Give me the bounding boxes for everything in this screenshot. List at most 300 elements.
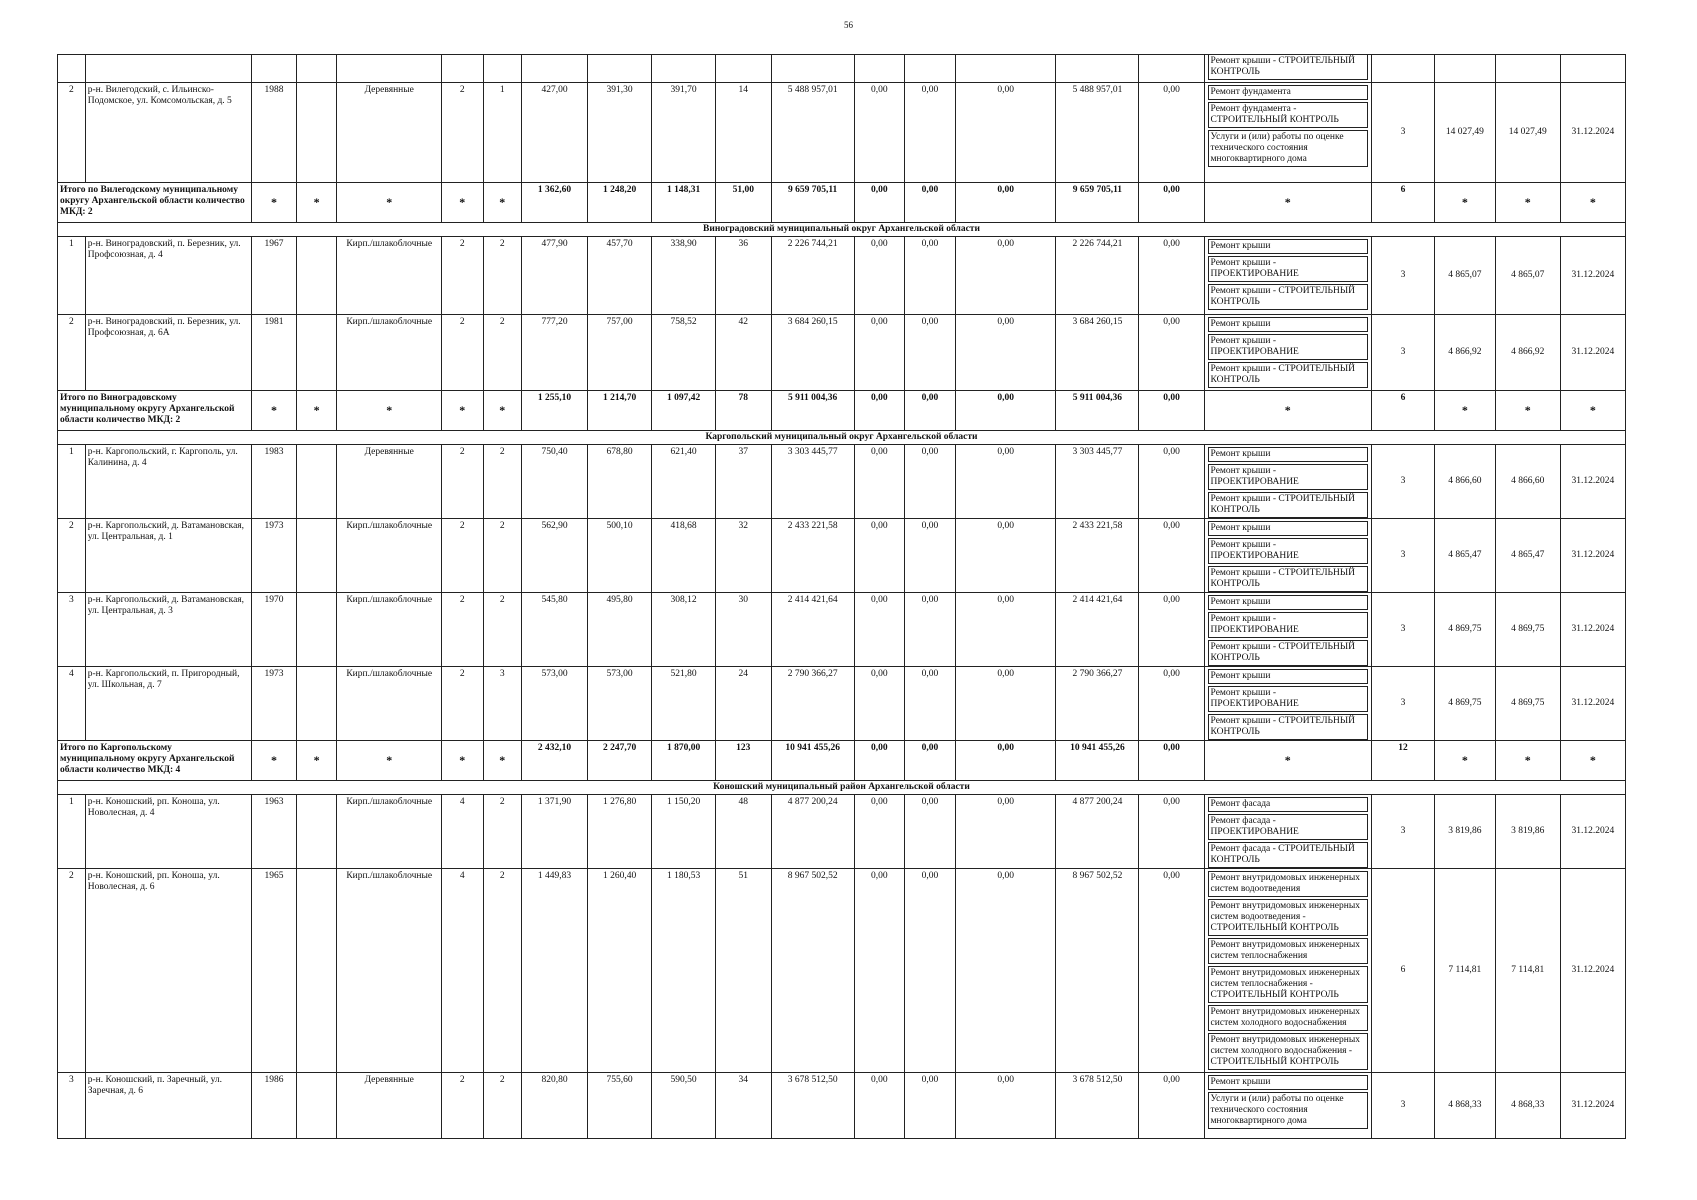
total-fund-owners: 9 659 705,11 bbox=[1056, 183, 1139, 223]
residents-value: 51 bbox=[716, 869, 771, 1073]
total-area-living: 1 248,20 bbox=[588, 183, 652, 223]
empty-mark: * bbox=[1560, 741, 1625, 781]
work-item: Ремонт крыши bbox=[1208, 447, 1368, 462]
area-living-value: 457,70 bbox=[588, 237, 652, 315]
row-number: 1 bbox=[58, 237, 86, 315]
entrances-count: 2 bbox=[483, 519, 521, 593]
work-count: 3 bbox=[1372, 593, 1435, 667]
deadline: 31.12.2024 bbox=[1560, 445, 1625, 519]
build-year: 1983 bbox=[252, 445, 297, 519]
fund-owners-value: 3 303 445,77 bbox=[1056, 445, 1139, 519]
cost-total-value: 5 488 957,01 bbox=[771, 83, 854, 183]
work-item: Ремонт крыши bbox=[1208, 669, 1368, 684]
total-cost-total: 10 941 455,26 bbox=[771, 741, 854, 781]
row-number: 2 bbox=[58, 83, 86, 183]
empty-cell bbox=[296, 869, 337, 1073]
empty-mark: * bbox=[252, 183, 297, 223]
work-item: Ремонт внутридомовых инженерных систем водоотведения - СТРОИТЕЛЬНЫЙ КОНТРОЛЬ bbox=[1208, 899, 1368, 936]
fund-owners-value: 8 967 502,52 bbox=[1056, 869, 1139, 1073]
row-number: 2 bbox=[58, 315, 86, 391]
empty-cell bbox=[296, 1073, 337, 1139]
cost-total-value: 2 226 744,21 bbox=[771, 237, 854, 315]
fund1-value: 0,00 bbox=[854, 83, 904, 183]
deadline: 31.12.2024 bbox=[1560, 237, 1625, 315]
empty-cell bbox=[1139, 55, 1204, 83]
work-item: Ремонт крыши - СТРОИТЕЛЬНЫЙ КОНТРОЛЬ bbox=[1208, 566, 1368, 592]
house-row bbox=[58, 1073, 1626, 1139]
work-item: Услуги и (или) работы по оценке технического состояния многоквартирного дома bbox=[1208, 130, 1368, 167]
house-address: р-н. Вилегодский, с. Ильинско-Подомское, ул. Комсомольская, д. 5 bbox=[85, 83, 251, 183]
row-number: 3 bbox=[58, 1073, 86, 1139]
house-row bbox=[58, 83, 1626, 183]
deadline: 31.12.2024 bbox=[1560, 795, 1625, 869]
empty-cell bbox=[588, 55, 652, 83]
empty-cell bbox=[296, 795, 337, 869]
house-address: р-н. Виноградовский, п. Березник, ул. Профсоюзная, д. 6А bbox=[85, 315, 251, 391]
cost-total-value: 3 678 512,50 bbox=[771, 1073, 854, 1139]
work-count: 3 bbox=[1372, 667, 1435, 741]
empty-mark: * bbox=[1204, 391, 1371, 431]
works-cell bbox=[1204, 83, 1371, 183]
work-count: 3 bbox=[1372, 1073, 1435, 1139]
max-unit-cost: 4 865,47 bbox=[1495, 519, 1560, 593]
fund1-value: 0,00 bbox=[854, 519, 904, 593]
fund3-value: 0,00 bbox=[956, 83, 1056, 183]
house-row bbox=[58, 315, 1626, 391]
deadline: 31.12.2024 bbox=[1560, 869, 1625, 1073]
wall-material: Кирп./шлакоблочные bbox=[337, 593, 442, 667]
area-res-value: 1 150,20 bbox=[652, 795, 716, 869]
fund2-value: 0,00 bbox=[904, 795, 955, 869]
total-area-living: 2 247,70 bbox=[588, 741, 652, 781]
empty-mark: * bbox=[1204, 183, 1371, 223]
works-cell bbox=[1204, 237, 1371, 315]
total-area-total: 1 362,60 bbox=[521, 183, 587, 223]
works-cell bbox=[1204, 869, 1371, 1073]
empty-cell bbox=[1056, 55, 1139, 83]
build-year: 1967 bbox=[252, 237, 297, 315]
empty-cell bbox=[1560, 55, 1625, 83]
fund1-value: 0,00 bbox=[854, 1073, 904, 1139]
work-item: Ремонт крыши - ПРОЕКТИРОВАНИЕ bbox=[1208, 334, 1368, 360]
fund-other-value: 0,00 bbox=[1139, 667, 1204, 741]
total-row bbox=[58, 183, 1626, 223]
empty-cell bbox=[296, 667, 337, 741]
build-year: 1963 bbox=[252, 795, 297, 869]
area-res-value: 590,50 bbox=[652, 1073, 716, 1139]
area-living-value: 1 276,80 bbox=[588, 795, 652, 869]
total-fund-owners: 5 911 004,36 bbox=[1056, 391, 1139, 431]
work-item: Ремонт фасада - СТРОИТЕЛЬНЫЙ КОНТРОЛЬ bbox=[1208, 842, 1368, 868]
house-row bbox=[58, 795, 1626, 869]
work-count: 3 bbox=[1372, 315, 1435, 391]
fund-other-value: 0,00 bbox=[1139, 445, 1204, 519]
work-item: Ремонт внутридомовых инженерных систем водоотведения bbox=[1208, 871, 1368, 897]
residents-value: 48 bbox=[716, 795, 771, 869]
works-cell bbox=[1204, 593, 1371, 667]
fund-other-value: 0,00 bbox=[1139, 593, 1204, 667]
empty-cell bbox=[1434, 55, 1495, 83]
area-living-value: 573,00 bbox=[588, 667, 652, 741]
area-res-value: 1 180,53 bbox=[652, 869, 716, 1073]
area-total-value: 545,80 bbox=[521, 593, 587, 667]
works-cell bbox=[1204, 519, 1371, 593]
works-cell bbox=[1204, 315, 1371, 391]
work-item: Ремонт фасада bbox=[1208, 797, 1368, 812]
work-item: Ремонт крыши - СТРОИТЕЛЬНЫЙ КОНТРОЛЬ bbox=[1208, 362, 1368, 388]
residents-value: 37 bbox=[716, 445, 771, 519]
work-item: Ремонт крыши - СТРОИТЕЛЬНЫЙ КОНТРОЛЬ bbox=[1208, 284, 1368, 310]
total-fund3: 0,00 bbox=[956, 741, 1056, 781]
work-item: Ремонт внутридомовых инженерных систем теплоснабжения bbox=[1208, 938, 1368, 964]
max-unit-cost: 4 866,92 bbox=[1495, 315, 1560, 391]
total-fund3: 0,00 bbox=[956, 391, 1056, 431]
wall-material: Деревянные bbox=[337, 83, 442, 183]
empty-mark: * bbox=[296, 741, 337, 781]
work-item: Ремонт крыши bbox=[1208, 595, 1368, 610]
total-work-count: 6 bbox=[1372, 391, 1435, 431]
total-fund-other: 0,00 bbox=[1139, 741, 1204, 781]
empty-mark: * bbox=[1495, 741, 1560, 781]
wall-material: Кирп./шлакоблочные bbox=[337, 519, 442, 593]
empty-cell bbox=[296, 237, 337, 315]
empty-cell bbox=[296, 519, 337, 593]
empty-mark: * bbox=[1204, 741, 1371, 781]
wall-material: Деревянные bbox=[337, 445, 442, 519]
fund-owners-value: 2 790 366,27 bbox=[1056, 667, 1139, 741]
max-unit-cost: 7 114,81 bbox=[1495, 869, 1560, 1073]
area-res-value: 418,68 bbox=[652, 519, 716, 593]
deadline: 31.12.2024 bbox=[1560, 83, 1625, 183]
total-area-living: 1 214,70 bbox=[588, 391, 652, 431]
fund2-value: 0,00 bbox=[904, 593, 955, 667]
empty-mark: * bbox=[441, 741, 483, 781]
fund-owners-value: 2 414 421,64 bbox=[1056, 593, 1139, 667]
page-number: 56 bbox=[844, 20, 853, 30]
total-fund2: 0,00 bbox=[904, 183, 955, 223]
total-fund2: 0,00 bbox=[904, 741, 955, 781]
area-total-value: 1 449,83 bbox=[521, 869, 587, 1073]
area-living-value: 500,10 bbox=[588, 519, 652, 593]
floors-count: 2 bbox=[441, 445, 483, 519]
area-total-value: 1 371,90 bbox=[521, 795, 587, 869]
build-year: 1973 bbox=[252, 667, 297, 741]
residents-value: 36 bbox=[716, 237, 771, 315]
area-total-value: 820,80 bbox=[521, 1073, 587, 1139]
section-header-row bbox=[58, 223, 1626, 237]
work-count: 3 bbox=[1372, 445, 1435, 519]
total-fund-other: 0,00 bbox=[1139, 183, 1204, 223]
area-res-value: 621,40 bbox=[652, 445, 716, 519]
area-living-value: 1 260,40 bbox=[588, 869, 652, 1073]
fund2-value: 0,00 bbox=[904, 869, 955, 1073]
floors-count: 4 bbox=[441, 795, 483, 869]
area-living-value: 678,80 bbox=[588, 445, 652, 519]
fund-other-value: 0,00 bbox=[1139, 795, 1204, 869]
area-total-value: 477,90 bbox=[521, 237, 587, 315]
wall-material: Кирп./шлакоблочные bbox=[337, 869, 442, 1073]
empty-cell bbox=[771, 55, 854, 83]
build-year: 1965 bbox=[252, 869, 297, 1073]
fund2-value: 0,00 bbox=[904, 237, 955, 315]
house-row bbox=[58, 237, 1626, 315]
entrances-count: 3 bbox=[483, 667, 521, 741]
row-number: 1 bbox=[58, 445, 86, 519]
house-address: р-н. Каргопольский, д. Ватамановская, ул. Центральная, д. 1 bbox=[85, 519, 251, 593]
work-item: Ремонт крыши - ПРОЕКТИРОВАНИЕ bbox=[1208, 538, 1368, 564]
floors-count: 4 bbox=[441, 869, 483, 1073]
total-fund3: 0,00 bbox=[956, 183, 1056, 223]
fund-other-value: 0,00 bbox=[1139, 869, 1204, 1073]
fund-owners-value: 5 488 957,01 bbox=[1056, 83, 1139, 183]
fund3-value: 0,00 bbox=[956, 869, 1056, 1073]
empty-mark: * bbox=[441, 183, 483, 223]
max-unit-cost: 4 869,75 bbox=[1495, 667, 1560, 741]
empty-mark: * bbox=[252, 741, 297, 781]
max-unit-cost: 3 819,86 bbox=[1495, 795, 1560, 869]
empty-cell bbox=[337, 55, 442, 83]
fund-owners-value: 3 678 512,50 bbox=[1056, 1073, 1139, 1139]
empty-cell bbox=[296, 55, 337, 83]
fund-owners-value: 2 433 221,58 bbox=[1056, 519, 1139, 593]
fund-other-value: 0,00 bbox=[1139, 83, 1204, 183]
empty-mark: * bbox=[1495, 391, 1560, 431]
residents-value: 24 bbox=[716, 667, 771, 741]
fund1-value: 0,00 bbox=[854, 445, 904, 519]
total-residents: 78 bbox=[716, 391, 771, 431]
work-item: Ремонт крыши - СТРОИТЕЛЬНЫЙ КОНТРОЛЬ bbox=[1208, 640, 1368, 666]
entrances-count: 2 bbox=[483, 869, 521, 1073]
entrances-count: 2 bbox=[483, 445, 521, 519]
total-fund-other: 0,00 bbox=[1139, 391, 1204, 431]
floors-count: 2 bbox=[441, 237, 483, 315]
total-cost-total: 9 659 705,11 bbox=[771, 183, 854, 223]
empty-cell bbox=[296, 445, 337, 519]
total-cost-total: 5 911 004,36 bbox=[771, 391, 854, 431]
empty-cell bbox=[296, 83, 337, 183]
area-res-value: 308,12 bbox=[652, 593, 716, 667]
deadline: 31.12.2024 bbox=[1560, 315, 1625, 391]
work-item: Ремонт внутридомовых инженерных систем холодного водоснабжения bbox=[1208, 1005, 1368, 1031]
build-year: 1986 bbox=[252, 1073, 297, 1139]
total-label: Итого по Каргопольскому муниципальному округу Архангельской области количество МКД: 4 bbox=[58, 741, 252, 781]
total-residents: 51,00 bbox=[716, 183, 771, 223]
empty-mark: * bbox=[296, 391, 337, 431]
row-number: 2 bbox=[58, 869, 86, 1073]
work-item: Ремонт крыши - ПРОЕКТИРОВАНИЕ bbox=[1208, 464, 1368, 490]
fund3-value: 0,00 bbox=[956, 315, 1056, 391]
house-address: р-н. Коношский, рп. Коноша, ул. Новолесная, д. 6 bbox=[85, 869, 251, 1073]
cost-total-value: 2 790 366,27 bbox=[771, 667, 854, 741]
empty-mark: * bbox=[252, 391, 297, 431]
area-res-value: 391,70 bbox=[652, 83, 716, 183]
total-area-res: 1 870,00 bbox=[652, 741, 716, 781]
empty-cell bbox=[483, 55, 521, 83]
empty-mark: * bbox=[337, 391, 442, 431]
area-total-value: 777,20 bbox=[521, 315, 587, 391]
fund3-value: 0,00 bbox=[956, 795, 1056, 869]
unit-cost: 4 866,92 bbox=[1434, 315, 1495, 391]
max-unit-cost: 4 865,07 bbox=[1495, 237, 1560, 315]
work-item: Ремонт крыши bbox=[1208, 239, 1368, 254]
works-cell bbox=[1204, 667, 1371, 741]
work-count: 3 bbox=[1372, 795, 1435, 869]
build-year: 1973 bbox=[252, 519, 297, 593]
fund-owners-value: 4 877 200,24 bbox=[1056, 795, 1139, 869]
unit-cost: 3 819,86 bbox=[1434, 795, 1495, 869]
work-item: Ремонт фундамента - СТРОИТЕЛЬНЫЙ КОНТРОЛЬ bbox=[1208, 102, 1368, 128]
house-address: р-н. Каргопольский, г. Каргополь, ул. Калинина, д. 4 bbox=[85, 445, 251, 519]
work-item: Ремонт крыши - СТРОИТЕЛЬНЫЙ КОНТРОЛЬ bbox=[1208, 492, 1368, 518]
area-total-value: 750,40 bbox=[521, 445, 587, 519]
fund1-value: 0,00 bbox=[854, 315, 904, 391]
area-living-value: 495,80 bbox=[588, 593, 652, 667]
build-year: 1988 bbox=[252, 83, 297, 183]
works-cell bbox=[1204, 795, 1371, 869]
house-address: р-н. Каргопольский, д. Ватамановская, ул. Центральная, д. 3 bbox=[85, 593, 251, 667]
work-item: Ремонт крыши - ПРОЕКТИРОВАНИЕ bbox=[1208, 612, 1368, 638]
fund2-value: 0,00 bbox=[904, 445, 955, 519]
total-area-res: 1 097,42 bbox=[652, 391, 716, 431]
section-title: Каргопольский муниципальный округ Архангельской области bbox=[58, 431, 1626, 445]
fund2-value: 0,00 bbox=[904, 1073, 955, 1139]
empty-mark: * bbox=[1434, 741, 1495, 781]
work-count: 3 bbox=[1372, 237, 1435, 315]
entrances-count: 1 bbox=[483, 83, 521, 183]
works-cell bbox=[1204, 55, 1371, 83]
empty-cell bbox=[652, 55, 716, 83]
total-work-count: 12 bbox=[1372, 741, 1435, 781]
residents-value: 34 bbox=[716, 1073, 771, 1139]
wall-material: Деревянные bbox=[337, 1073, 442, 1139]
work-item: Ремонт крыши - ПРОЕКТИРОВАНИЕ bbox=[1208, 686, 1368, 712]
area-total-value: 573,00 bbox=[521, 667, 587, 741]
max-unit-cost: 14 027,49 bbox=[1495, 83, 1560, 183]
empty-cell bbox=[441, 55, 483, 83]
empty-mark: * bbox=[483, 391, 521, 431]
fund3-value: 0,00 bbox=[956, 667, 1056, 741]
fund2-value: 0,00 bbox=[904, 667, 955, 741]
house-row bbox=[58, 593, 1626, 667]
empty-mark: * bbox=[483, 741, 521, 781]
fund1-value: 0,00 bbox=[854, 237, 904, 315]
total-area-res: 1 148,31 bbox=[652, 183, 716, 223]
cost-total-value: 2 414 421,64 bbox=[771, 593, 854, 667]
floors-count: 2 bbox=[441, 83, 483, 183]
empty-cell bbox=[521, 55, 587, 83]
house-address: р-н. Коношский, п. Заречный, ул. Заречная, д. 6 bbox=[85, 1073, 251, 1139]
empty-mark: * bbox=[337, 741, 442, 781]
fund1-value: 0,00 bbox=[854, 869, 904, 1073]
fund1-value: 0,00 bbox=[854, 795, 904, 869]
house-address: р-н. Виноградовский, п. Березник, ул. Профсоюзная, д. 4 bbox=[85, 237, 251, 315]
entrances-count: 2 bbox=[483, 315, 521, 391]
total-work-count: 6 bbox=[1372, 183, 1435, 223]
max-unit-cost: 4 869,75 bbox=[1495, 593, 1560, 667]
work-item: Ремонт крыши - СТРОИТЕЛЬНЫЙ КОНТРОЛЬ bbox=[1208, 55, 1368, 80]
fund3-value: 0,00 bbox=[956, 519, 1056, 593]
total-area-total: 2 432,10 bbox=[521, 741, 587, 781]
unit-cost: 4 869,75 bbox=[1434, 593, 1495, 667]
continued-row bbox=[58, 55, 1626, 83]
unit-cost: 7 114,81 bbox=[1434, 869, 1495, 1073]
house-row bbox=[58, 667, 1626, 741]
fund3-value: 0,00 bbox=[956, 1073, 1056, 1139]
deadline: 31.12.2024 bbox=[1560, 593, 1625, 667]
floors-count: 2 bbox=[441, 1073, 483, 1139]
build-year: 1970 bbox=[252, 593, 297, 667]
area-res-value: 521,80 bbox=[652, 667, 716, 741]
empty-mark: * bbox=[1560, 391, 1625, 431]
work-item: Ремонт фундамента bbox=[1208, 85, 1368, 100]
entrances-count: 2 bbox=[483, 593, 521, 667]
total-row bbox=[58, 391, 1626, 431]
deadline: 31.12.2024 bbox=[1560, 667, 1625, 741]
works-cell bbox=[1204, 1073, 1371, 1139]
total-fund-owners: 10 941 455,26 bbox=[1056, 741, 1139, 781]
unit-cost: 14 027,49 bbox=[1434, 83, 1495, 183]
empty-cell bbox=[956, 55, 1056, 83]
cost-total-value: 4 877 200,24 bbox=[771, 795, 854, 869]
fund3-value: 0,00 bbox=[956, 593, 1056, 667]
cost-total-value: 3 684 260,15 bbox=[771, 315, 854, 391]
total-area-total: 1 255,10 bbox=[521, 391, 587, 431]
area-res-value: 758,52 bbox=[652, 315, 716, 391]
area-total-value: 427,00 bbox=[521, 83, 587, 183]
wall-material: Кирп./шлакоблочные bbox=[337, 237, 442, 315]
cost-total-value: 8 967 502,52 bbox=[771, 869, 854, 1073]
work-item: Ремонт крыши bbox=[1208, 521, 1368, 536]
work-item: Ремонт фасада - ПРОЕКТИРОВАНИЕ bbox=[1208, 814, 1368, 840]
wall-material: Кирп./шлакоблочные bbox=[337, 667, 442, 741]
empty-cell bbox=[296, 315, 337, 391]
total-fund1: 0,00 bbox=[854, 183, 904, 223]
house-row bbox=[58, 519, 1626, 593]
repair-program-table bbox=[57, 54, 1626, 1139]
unit-cost: 4 866,60 bbox=[1434, 445, 1495, 519]
row-number: 2 bbox=[58, 519, 86, 593]
section-title: Виноградовский муниципальный округ Архангельской области bbox=[58, 223, 1626, 237]
fund3-value: 0,00 bbox=[956, 445, 1056, 519]
empty-mark: * bbox=[337, 183, 442, 223]
unit-cost: 4 869,75 bbox=[1434, 667, 1495, 741]
area-living-value: 755,60 bbox=[588, 1073, 652, 1139]
work-item: Ремонт крыши bbox=[1208, 1075, 1368, 1090]
work-item: Ремонт внутридомовых инженерных систем теплоснабжения - СТРОИТЕЛЬНЫЙ КОНТРОЛЬ bbox=[1208, 966, 1368, 1003]
house-address: р-н. Каргопольский, п. Пригородный, ул. Школьная, д. 7 bbox=[85, 667, 251, 741]
wall-material: Кирп./шлакоблочные bbox=[337, 795, 442, 869]
max-unit-cost: 4 866,60 bbox=[1495, 445, 1560, 519]
fund2-value: 0,00 bbox=[904, 83, 955, 183]
unit-cost: 4 865,47 bbox=[1434, 519, 1495, 593]
empty-mark: * bbox=[1560, 183, 1625, 223]
total-fund2: 0,00 bbox=[904, 391, 955, 431]
unit-cost: 4 865,07 bbox=[1434, 237, 1495, 315]
section-header-row bbox=[58, 431, 1626, 445]
area-total-value: 562,90 bbox=[521, 519, 587, 593]
floors-count: 2 bbox=[441, 593, 483, 667]
unit-cost: 4 868,33 bbox=[1434, 1073, 1495, 1139]
fund-other-value: 0,00 bbox=[1139, 237, 1204, 315]
empty-cell bbox=[904, 55, 955, 83]
area-res-value: 338,90 bbox=[652, 237, 716, 315]
total-label: Итого по Виноградовскому муниципальному округу Архангельской области количество МКД: 2 bbox=[58, 391, 252, 431]
fund-other-value: 0,00 bbox=[1139, 519, 1204, 593]
empty-mark: * bbox=[483, 183, 521, 223]
max-unit-cost: 4 868,33 bbox=[1495, 1073, 1560, 1139]
total-fund1: 0,00 bbox=[854, 741, 904, 781]
residents-value: 14 bbox=[716, 83, 771, 183]
